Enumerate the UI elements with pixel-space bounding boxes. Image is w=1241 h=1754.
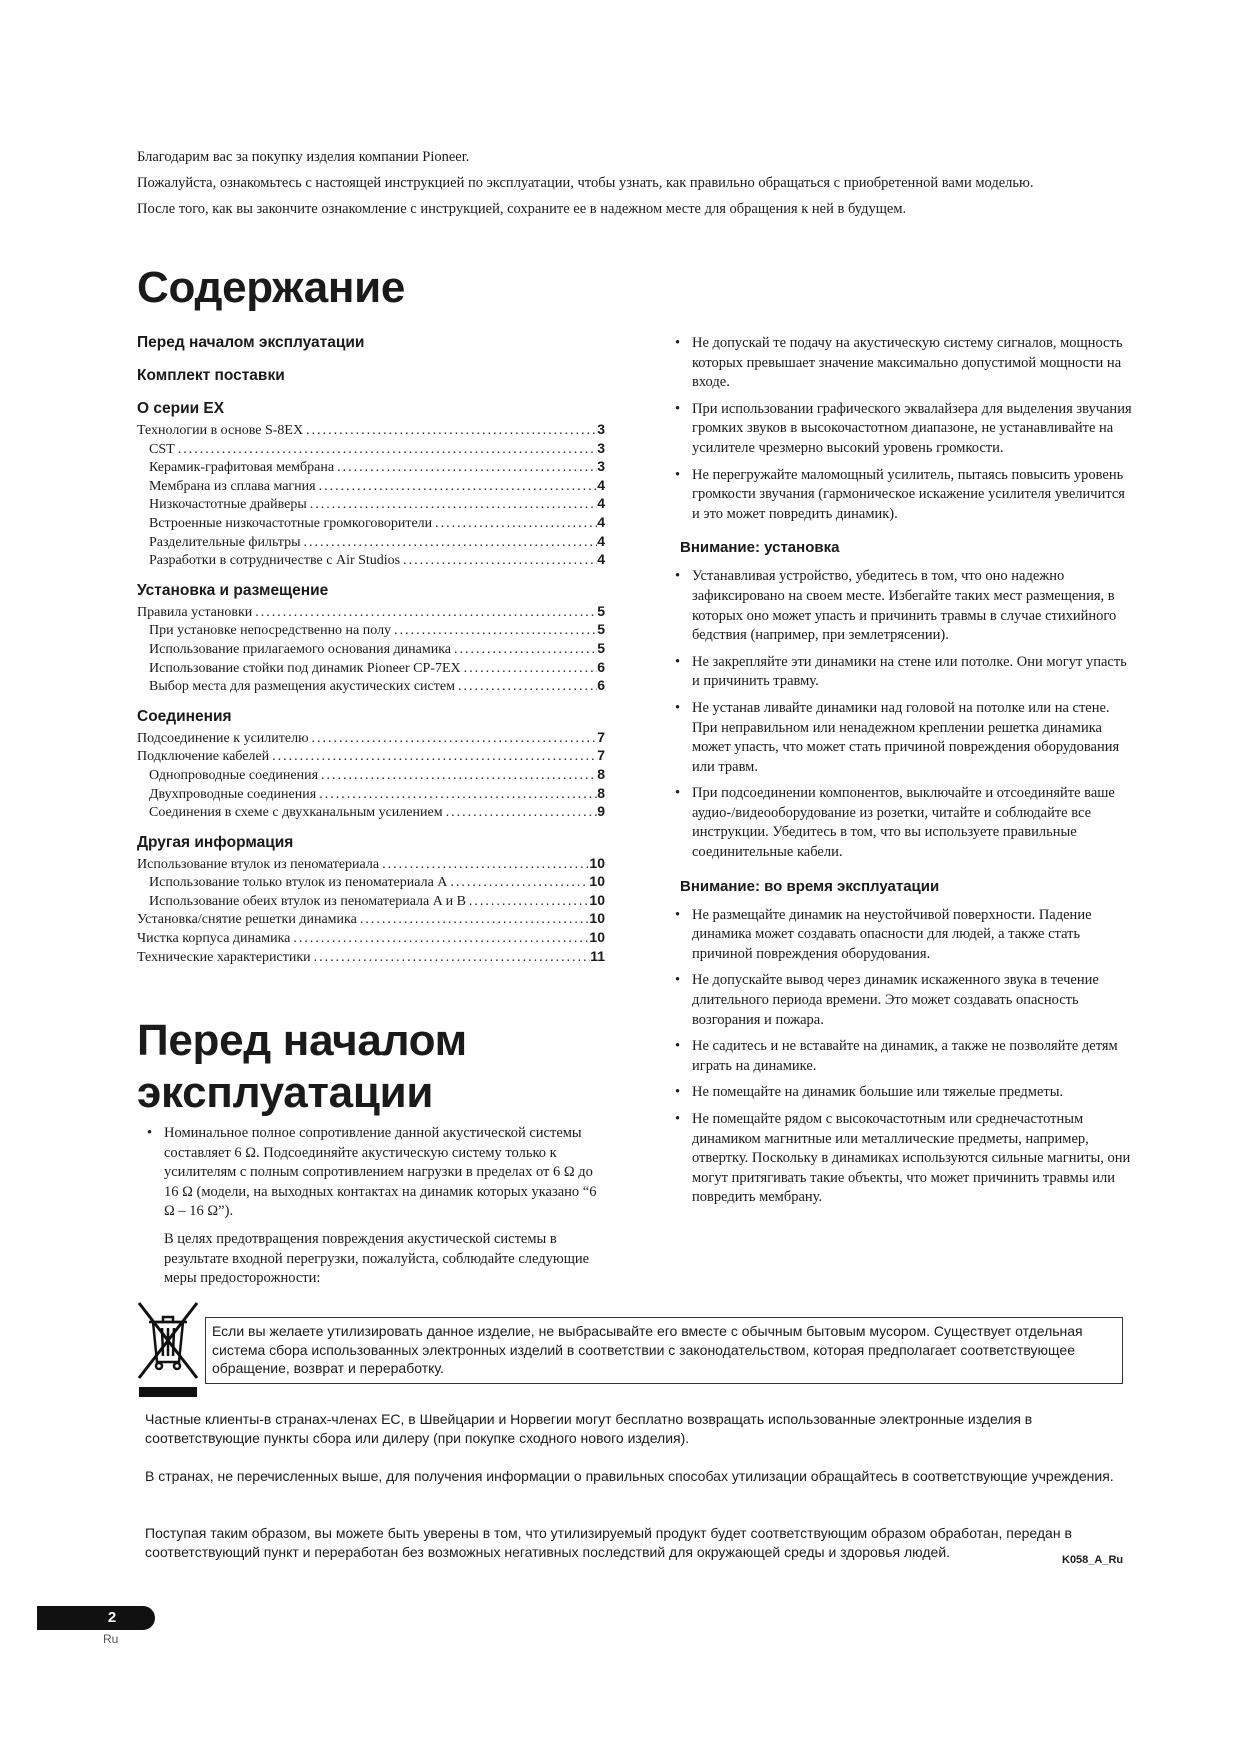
installation-caution-title: Внимание: установка — [680, 539, 840, 557]
caution-bullet: • Устанавливая устройство, убедитесь в том, что оно надежно зафиксировано на своем месте. Избегайте таких мест размещения, в которых оно может упасть и причинить травмы в случае стихийного бедствия (например, при землетрясении). — [675, 567, 1135, 645]
toc-entry-label: Использование втулок из пеноматериала — [137, 856, 380, 872]
before-use-title — [137, 1015, 467, 1119]
toc-entry-page: 8 — [597, 765, 605, 782]
toc-leader-dots — [466, 893, 590, 912]
toc-entry-label: Мембрана из сплава магния — [149, 478, 316, 494]
toc-entry-label: Низкочастотные драйверы — [149, 497, 307, 513]
toc-group-installation — [137, 581, 605, 695]
toc-entry-label: При установке непосредственно на полу — [149, 623, 392, 639]
toc-leader-dots — [175, 441, 598, 460]
installation-bullets — [675, 567, 1135, 862]
toc-leader-dots — [447, 874, 589, 893]
toc-entry-page: 3 — [597, 458, 605, 475]
toc-entry-page: 3 — [597, 439, 605, 456]
toc-section-ex-series[interactable]: О серии EX — [137, 400, 225, 417]
toc-leader-dots — [451, 641, 597, 660]
toc-entry[interactable] — [137, 420, 605, 439]
table-of-contents — [137, 333, 605, 977]
toc-leader-dots — [379, 856, 589, 875]
intro-line: После того, как вы закончите ознакомление с инструкцией, сохраните ее в надежном месте для обращения к ней в будущем. — [137, 201, 907, 217]
page-language: Ru — [103, 1632, 119, 1646]
toc-entry-page: 4 — [597, 495, 605, 512]
disposal-paragraph-other: В странах, не перечисленных выше, для получения информации о правильных способах утилизации обращайтесь в соответствующие учреждения. — [145, 1468, 1114, 1484]
toc-entry-page: 10 — [589, 854, 605, 871]
toc-entry-page: 5 — [597, 602, 605, 619]
toc-entry-page: 8 — [597, 784, 605, 801]
toc-leader-dots — [432, 515, 597, 534]
toc-leader-dots — [303, 422, 597, 441]
toc-entry[interactable] — [137, 891, 605, 910]
toc-section-package[interactable]: Комплект поставки — [137, 367, 285, 384]
caution-bullet: • Не помещайте на динамик большие или тяжелые предметы. — [675, 1083, 1135, 1103]
before-use-section — [147, 1124, 597, 1289]
impedance-bullet: • Номинальное полное сопротивление данной акустической системы составляет 6 Ω. Подсоединяйте акустическую систему только к усилителям с полным сопротивлением нагрузки в пределах от 6 Ω до 16 Ω (модели, на выходных контактах на динамик которых указано “6 Ω – 16 Ω”). — [147, 1124, 597, 1222]
toc-leader-dots — [316, 786, 597, 805]
toc-entry-label: Подключение кабелей — [137, 749, 270, 765]
caution-bullet: • При подсоединении компонентов, выключайте и отсоединяйте ваше аудио-/видеооборудование из розетки, читайте и соблюдайте все инструкции. Убедитесь в том, что вы используете правильные соединительные кабели. — [675, 784, 1135, 862]
toc-entry[interactable] — [137, 728, 605, 747]
toc-entry-label: Чистка корпуса динамика — [137, 931, 291, 947]
toc-entry[interactable] — [137, 746, 605, 765]
toc-entry[interactable] — [137, 909, 605, 928]
toc-entry-label: Технологии в основе S-8EX — [137, 423, 304, 438]
disposal-paragraph-eu: Частные клиенты-в странах-членах ЕС, в Швейцарии и Норвегии могут бесплатно возвращать использованные электронные изделия в соответствующие пункты сбора или дилеру (при покупке сходного нового изделия). — [145, 1411, 1033, 1446]
toc-entry-page: 6 — [597, 677, 605, 694]
toc-entry-page: 9 — [597, 803, 605, 820]
toc-entry[interactable] — [137, 947, 605, 966]
toc-entry[interactable] — [137, 513, 605, 532]
toc-leader-dots — [318, 767, 597, 786]
toc-entry-page: 5 — [597, 621, 605, 638]
toc-entry[interactable] — [137, 802, 605, 821]
caution-bullet: • Не перегружайте маломощный усилитель, пытаясь повысить уровень громкости звучания (гармоническое искажение усилителя увеличится и это может повредить динамик). — [675, 466, 1135, 525]
toc-entry[interactable] — [137, 854, 605, 873]
toc-section-connections[interactable]: Соединения — [137, 707, 232, 725]
toc-entry-page: 10 — [589, 873, 605, 890]
toc-entry-label: CST — [149, 441, 175, 457]
toc-entry-label: Разделительные фильтры — [149, 534, 301, 550]
toc-entry-label: Правила установки — [137, 604, 253, 620]
document-code: K058_A_Ru — [1062, 1554, 1124, 1566]
toc-leader-dots — [316, 478, 598, 497]
toc-entry-label: Подсоединение к усилителю — [137, 730, 309, 746]
contents-title: Содержание — [137, 263, 406, 312]
toc-entry[interactable] — [137, 457, 605, 476]
toc-entry[interactable] — [137, 765, 605, 784]
toc-entry[interactable] — [137, 872, 605, 891]
toc-leader-dots — [455, 678, 597, 697]
toc-entry-page: 4 — [597, 476, 605, 493]
toc-entry[interactable] — [137, 439, 605, 458]
caution-bullet: • Не закрепляйте эти динамики на стене или потолке. Они могут упасть и причинить травму. — [675, 653, 1135, 692]
toc-entry-label: Однопроводные соединения — [149, 767, 319, 783]
toc-entry-label: Использование стойки под динамик Pioneer CP-7EX — [149, 660, 461, 676]
before-title-line1: Перед началом — [137, 1016, 467, 1065]
toc-group-connections — [137, 707, 605, 821]
toc-entry-label: Разработки в сотрудничестве с Air Studios — [149, 553, 401, 569]
toc-entry-label: Выбор места для размещения акустических систем — [149, 679, 455, 695]
toc-entry[interactable] — [137, 602, 605, 621]
toc-entry-label: Использование прилагаемого основания динамика — [149, 641, 451, 657]
toc-entry[interactable] — [137, 532, 605, 551]
caution-bullet: • Не садитесь и не вставайте на динамик, а также не позволяйте детям играть на динамике. — [675, 1037, 1135, 1076]
toc-leader-dots — [290, 930, 589, 949]
disposal-notice-box: Если вы желаете утилизировать данное изделие, не выбрасывайте его вместе с обычным бытовым мусором. Существует отдельная система сбора использованных электронных изделий в соответствии с законодательством, которая предполагает соответствующее обращение, возврат и переработку. — [205, 1317, 1123, 1384]
toc-entry-page: 10 — [589, 910, 605, 927]
toc-entry[interactable] — [137, 639, 605, 658]
toc-entry-page: 4 — [597, 513, 605, 530]
toc-leader-dots — [391, 622, 597, 641]
right-column — [675, 334, 1135, 1215]
toc-entry[interactable] — [137, 658, 605, 677]
toc-entry-label: Технические характеристики — [137, 949, 311, 965]
operation-bullets — [675, 906, 1135, 1208]
toc-leader-dots — [307, 496, 597, 515]
toc-leader-dots — [252, 604, 597, 623]
toc-entry[interactable] — [137, 676, 605, 695]
toc-leader-dots — [400, 552, 597, 571]
toc-entry-label: Соединения в схеме с двухканальным усилением — [149, 805, 443, 821]
toc-leader-dots — [311, 949, 591, 968]
toc-entry-label: Двухпроводные соединения — [149, 786, 317, 802]
toc-entry-page: 3 — [597, 421, 605, 437]
intro-line: Пожалуйста, ознакомьтесь с настоящей инструкцией по эксплуатации, чтобы узнать, как правильно обращаться с приобретенной вами моделью. — [137, 175, 1034, 191]
toc-entry[interactable] — [137, 620, 605, 639]
toc-leader-dots — [443, 804, 598, 823]
toc-entry[interactable] — [137, 476, 605, 495]
caution-bullet: • Не устанав ливайте динамики над головой на потолке или на стене. При неправильном или ненадежном креплении решетка динамика может упасть, что может стать причиной повреждения оборудования или травм. — [675, 699, 1135, 777]
toc-leader-dots — [301, 534, 598, 553]
toc-group-other — [137, 833, 605, 966]
toc-group-ex-series — [137, 399, 605, 569]
caution-bullet: • Не размещайте динамик на неустойчивой поверхности. Падение динамика может создавать опасности для людей, а также стать причиной повреждения оборудования. — [675, 906, 1135, 965]
page-number: 2 — [107, 1609, 117, 1626]
toc-leader-dots — [334, 459, 597, 478]
toc-entry-page: 7 — [597, 728, 605, 745]
toc-entry[interactable] — [137, 784, 605, 803]
caution-bullet: • Не допускай те подачу на акустическую систему сигналов, мощность которых превышает значение максимально допустимой мощности на входе. — [675, 334, 1135, 393]
intro-line: Благодарим вас за покупку изделия компании Pioneer. — [137, 149, 470, 165]
toc-entry[interactable] — [137, 550, 605, 569]
toc-entry[interactable] — [137, 928, 605, 947]
caution-bullet: • При использовании графического эквалайзера для выделения звучания громких звуков в высокочастотном диапазоне, не устанавливайте на усилителе чрезмерно высокий уровень громкости. — [675, 400, 1135, 459]
disposal-paragraph-result: Поступая таким образом, вы можете быть уверены в том, что утилизируемый продукт будет соответствующим образом обработан, передан в соответствующий пункт и переработан без возможных негативных последствий для окружающей среды и здоровья людей. — [145, 1525, 1072, 1560]
toc-section-other[interactable]: Другая информация — [137, 833, 294, 851]
toc-entry[interactable] — [137, 494, 605, 513]
toc-entry-page: 4 — [597, 532, 605, 549]
caution-bullet: • Не помещайте рядом с высокочастотным или среднечастотным динамиком магнитные или металлические предметы, например, отвертку. Поскольку в динамиках используются сильные магниты, они могут притягивать такие объекты, что может причинить травмы или повредить мембрану. — [675, 1110, 1135, 1208]
overload-bullets — [675, 334, 1135, 524]
before-title-line2: эксплуатации — [137, 1068, 434, 1117]
toc-entry-page: 11 — [590, 947, 605, 964]
toc-entry-page: 7 — [597, 747, 605, 764]
toc-leader-dots — [269, 748, 597, 767]
toc-section-installation[interactable]: Установка и размещение — [137, 581, 329, 599]
toc-entry-page: 10 — [589, 891, 605, 908]
toc-entry-page: 10 — [589, 929, 605, 946]
toc-entry-label: Встроенные низкочастотные громкоговорители — [149, 515, 433, 531]
caution-bullet: • Не допускайте вывод через динамик искаженного звука в течение длительного периода времени. Это может создавать опасность возгорания и пожара. — [675, 971, 1135, 1030]
toc-entry-label: Установка/снятие решетки динамика — [137, 912, 357, 928]
toc-entry-label: Керамик-графитовая мембрана — [149, 460, 335, 476]
toc-entry-label: Использование обеих втулок из пеноматериала A и B — [149, 893, 466, 909]
toc-entry-page: 4 — [597, 551, 605, 568]
toc-leader-dots — [309, 730, 598, 749]
precaution-intro: В целях предотвращения повреждения акустической системы в результате входной перегрузки, пожалуйста, соблюдайте следующие меры предосторожности: — [164, 1230, 590, 1287]
toc-leader-dots — [461, 660, 598, 679]
toc-leader-dots — [357, 911, 590, 930]
operation-caution-title: Внимание: во время эксплуатации — [680, 877, 940, 895]
intro-text — [137, 148, 1097, 226]
toc-entry-label: Использование только втулок из пеноматериала A — [149, 875, 448, 891]
crossed-bin-icon — [135, 1300, 201, 1400]
toc-section-before-use[interactable]: Перед началом эксплуатации — [137, 334, 365, 351]
toc-entry-page: 6 — [597, 658, 605, 675]
toc-entry-page: 5 — [597, 639, 605, 656]
